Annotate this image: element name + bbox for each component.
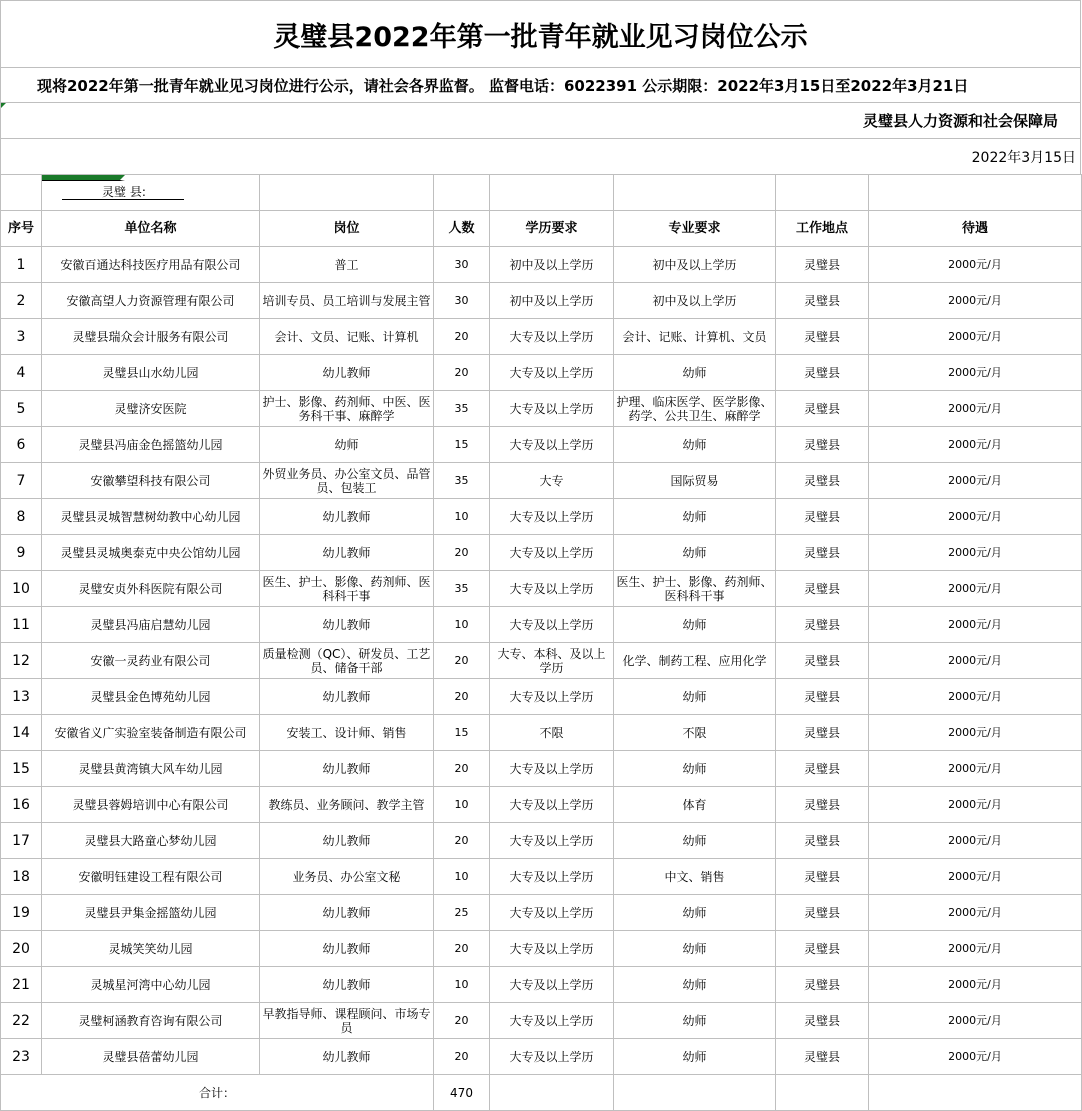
major-requirement: 幼师: [614, 895, 776, 931]
headcount: 25: [434, 895, 490, 931]
column-header: 序号: [1, 211, 42, 247]
headcount: 20: [434, 751, 490, 787]
salary: 2000元/月: [869, 931, 1082, 967]
education-requirement: 不限: [490, 715, 614, 751]
position: 普工: [260, 247, 434, 283]
row-number: 12: [1, 643, 42, 679]
salary: 2000元/月: [869, 787, 1082, 823]
table-row: [1, 931, 1082, 967]
notice-text: 现将2022年第一批青年就业见习岗位进行公示，请社会各界监督。 监督电话：6022391 公示期限：2022年3月15日至2022年3月21日: [0, 67, 1081, 102]
position: 会计、文员、记账、计算机: [260, 319, 434, 355]
work-location: 灵璧县: [776, 535, 869, 571]
company-name: 安徽一灵药业有限公司: [42, 643, 260, 679]
organization-name: [0, 102, 1081, 138]
row-number: 18: [1, 859, 42, 895]
table-row: [1, 643, 1082, 679]
row-number: 1: [1, 247, 42, 283]
position: 幼儿教师: [260, 607, 434, 643]
education-requirement: 大专及以上学历: [490, 319, 614, 355]
row-number: 6: [1, 427, 42, 463]
position: 幼儿教师: [260, 535, 434, 571]
work-location: 灵璧县: [776, 859, 869, 895]
row-number: 13: [1, 679, 42, 715]
headcount: 20: [434, 319, 490, 355]
major-requirement: 会计、记账、计算机、文员: [614, 319, 776, 355]
salary: 2000元/月: [869, 1039, 1082, 1075]
company-name: 灵璧县灵城智慧树幼教中心幼儿园: [42, 499, 260, 535]
company-name: 灵璧柯涵教育咨询有限公司: [42, 1003, 260, 1039]
row-number: 19: [1, 895, 42, 931]
table-row: [1, 787, 1082, 823]
positions-table: [0, 174, 1082, 1111]
table-row: [1, 1039, 1082, 1075]
headcount: 10: [434, 787, 490, 823]
salary: 2000元/月: [869, 607, 1082, 643]
major-requirement: 幼师: [614, 967, 776, 1003]
education-requirement: 大专及以上学历: [490, 859, 614, 895]
cell-marker-icon: [42, 175, 125, 181]
position: 培训专员、员工培训与发展主管: [260, 283, 434, 319]
major-requirement: 初中及以上学历: [614, 247, 776, 283]
publish-date: 2022年3月15日: [0, 138, 1081, 174]
position: 幼儿教师: [260, 499, 434, 535]
column-header: 待遇: [869, 211, 1082, 247]
education-requirement: 大专及以上学历: [490, 751, 614, 787]
salary: 2000元/月: [869, 535, 1082, 571]
headcount: 30: [434, 247, 490, 283]
headcount: 20: [434, 931, 490, 967]
row-number: 8: [1, 499, 42, 535]
work-location: 灵璧县: [776, 391, 869, 427]
table-row: [1, 967, 1082, 1003]
salary: 2000元/月: [869, 643, 1082, 679]
table-row: [1, 823, 1082, 859]
position: 幼儿教师: [260, 931, 434, 967]
company-name: 安徽攀望科技有限公司: [42, 463, 260, 499]
row-number: 3: [1, 319, 42, 355]
salary: 2000元/月: [869, 499, 1082, 535]
company-name: 灵璧县大路童心梦幼儿园: [42, 823, 260, 859]
work-location: 灵璧县: [776, 607, 869, 643]
major-requirement: 幼师: [614, 427, 776, 463]
work-location: 灵璧县: [776, 499, 869, 535]
work-location: 灵璧县: [776, 787, 869, 823]
work-location: 灵璧县: [776, 679, 869, 715]
headcount: 35: [434, 571, 490, 607]
major-requirement: 护理、临床医学、医学影像、药学、公共卫生、麻醉学: [614, 391, 776, 427]
salary: 2000元/月: [869, 463, 1082, 499]
headcount: 35: [434, 463, 490, 499]
position: 外贸业务员、办公室文员、品管员、包装工: [260, 463, 434, 499]
major-requirement: 医生、护士、影像、药剂师、医科科干事: [614, 571, 776, 607]
total-row: [1, 1075, 1082, 1111]
row-number: 23: [1, 1039, 42, 1075]
position: 护士、影像、药剂师、中医、医务科干事、麻醉学: [260, 391, 434, 427]
education-requirement: 大专、本科、及以上学历: [490, 643, 614, 679]
county-label: 灵璧 县:: [62, 185, 184, 200]
page-title: 灵璧县2022年第一批青年就业见习岗位公示: [0, 0, 1081, 67]
table-row: [1, 1003, 1082, 1039]
salary: 2000元/月: [869, 823, 1082, 859]
company-name: 灵璧县蓉姆培训中心有限公司: [42, 787, 260, 823]
company-name: 灵城笑笑幼儿园: [42, 931, 260, 967]
education-requirement: 大专及以上学历: [490, 967, 614, 1003]
column-header: 岗位: [260, 211, 434, 247]
headcount: 20: [434, 355, 490, 391]
work-location: 灵璧县: [776, 1039, 869, 1075]
headcount: 10: [434, 499, 490, 535]
table-row: [1, 535, 1082, 571]
work-location: 灵璧县: [776, 1003, 869, 1039]
headcount: 30: [434, 283, 490, 319]
headcount: 20: [434, 823, 490, 859]
headcount: 15: [434, 427, 490, 463]
position: 业务员、办公室文秘: [260, 859, 434, 895]
table-row: [1, 715, 1082, 751]
headcount: 10: [434, 859, 490, 895]
company-name: 灵璧县山水幼儿园: [42, 355, 260, 391]
company-name: 灵璧县黄湾镇大风车幼儿园: [42, 751, 260, 787]
education-requirement: 大专及以上学历: [490, 931, 614, 967]
education-requirement: 初中及以上学历: [490, 247, 614, 283]
major-requirement: 幼师: [614, 751, 776, 787]
header-row: [1, 211, 1082, 247]
row-number: 15: [1, 751, 42, 787]
company-name: 灵璧县冯庙启慧幼儿园: [42, 607, 260, 643]
major-requirement: 幼师: [614, 679, 776, 715]
company-name: 灵城星河湾中心幼儿园: [42, 967, 260, 1003]
position: 幼儿教师: [260, 895, 434, 931]
work-location: 灵璧县: [776, 463, 869, 499]
major-requirement: 幼师: [614, 499, 776, 535]
position: 医生、护士、影像、药剂师、医科科干事: [260, 571, 434, 607]
company-name: 安徽省义广实验室装备制造有限公司: [42, 715, 260, 751]
education-requirement: 大专及以上学历: [490, 535, 614, 571]
major-requirement: 幼师: [614, 823, 776, 859]
position: 幼儿教师: [260, 967, 434, 1003]
company-name: 灵璧县冯庙金色摇篮幼儿园: [42, 427, 260, 463]
headcount: 20: [434, 1039, 490, 1075]
headcount: 10: [434, 967, 490, 1003]
row-number: 9: [1, 535, 42, 571]
table-row: [1, 607, 1082, 643]
education-requirement: 大专及以上学历: [490, 679, 614, 715]
position: 幼儿教师: [260, 751, 434, 787]
major-requirement: 幼师: [614, 355, 776, 391]
company-name: 灵璧县瑞众会计服务有限公司: [42, 319, 260, 355]
table-row: [1, 895, 1082, 931]
company-name: 灵璧县尹集金摇篮幼儿园: [42, 895, 260, 931]
company-name: 灵璧安贞外科医院有限公司: [42, 571, 260, 607]
column-header: 学历要求: [490, 211, 614, 247]
row-number: 11: [1, 607, 42, 643]
total-value: 470: [434, 1075, 490, 1111]
education-requirement: 大专及以上学历: [490, 895, 614, 931]
table-row: [1, 463, 1082, 499]
table-row: [1, 859, 1082, 895]
position: 幼儿教师: [260, 823, 434, 859]
position: 幼儿教师: [260, 679, 434, 715]
position: 幼师: [260, 427, 434, 463]
company-name: 安徽高望人力资源管理有限公司: [42, 283, 260, 319]
salary: 2000元/月: [869, 247, 1082, 283]
position: 教练员、业务顾问、教学主管: [260, 787, 434, 823]
county-label-cell: [42, 175, 260, 211]
work-location: 灵璧县: [776, 355, 869, 391]
education-requirement: 大专及以上学历: [490, 571, 614, 607]
row-number: 14: [1, 715, 42, 751]
salary: 2000元/月: [869, 715, 1082, 751]
table-row: [1, 355, 1082, 391]
table-row: [1, 499, 1082, 535]
education-requirement: 大专及以上学历: [490, 355, 614, 391]
work-location: 灵璧县: [776, 751, 869, 787]
row-number: 22: [1, 1003, 42, 1039]
table-row: [1, 391, 1082, 427]
major-requirement: 幼师: [614, 607, 776, 643]
major-requirement: 幼师: [614, 535, 776, 571]
company-name: 灵璧济安医院: [42, 391, 260, 427]
position: 早教指导师、课程顾问、市场专员: [260, 1003, 434, 1039]
column-header: 单位名称: [42, 211, 260, 247]
education-requirement: 大专及以上学历: [490, 823, 614, 859]
salary: 2000元/月: [869, 751, 1082, 787]
position: 幼儿教师: [260, 355, 434, 391]
education-requirement: 大专及以上学历: [490, 1003, 614, 1039]
work-location: 灵璧县: [776, 319, 869, 355]
work-location: 灵璧县: [776, 895, 869, 931]
table-row: [1, 283, 1082, 319]
headcount: 20: [434, 1003, 490, 1039]
headcount: 20: [434, 679, 490, 715]
education-requirement: 大专及以上学历: [490, 499, 614, 535]
headcount: 35: [434, 391, 490, 427]
row-number: 2: [1, 283, 42, 319]
position: 幼儿教师: [260, 1039, 434, 1075]
table-row: [1, 247, 1082, 283]
county-row: [1, 175, 1082, 211]
salary: 2000元/月: [869, 355, 1082, 391]
major-requirement: 体育: [614, 787, 776, 823]
work-location: 灵璧县: [776, 823, 869, 859]
table-row: [1, 427, 1082, 463]
row-number: 5: [1, 391, 42, 427]
education-requirement: 大专及以上学历: [490, 391, 614, 427]
table-row: [1, 679, 1082, 715]
position: 质量检测（QC）、研发员、工艺员、储备干部: [260, 643, 434, 679]
work-location: 灵璧县: [776, 571, 869, 607]
row-number: 10: [1, 571, 42, 607]
salary: 2000元/月: [869, 859, 1082, 895]
major-requirement: 初中及以上学历: [614, 283, 776, 319]
education-requirement: 大专: [490, 463, 614, 499]
table-row: [1, 319, 1082, 355]
position: 安装工、设计师、销售: [260, 715, 434, 751]
salary: 2000元/月: [869, 1003, 1082, 1039]
salary: 2000元/月: [869, 571, 1082, 607]
major-requirement: 国际贸易: [614, 463, 776, 499]
salary: 2000元/月: [869, 679, 1082, 715]
major-requirement: 幼师: [614, 1003, 776, 1039]
education-requirement: 大专及以上学历: [490, 607, 614, 643]
column-header: 专业要求: [614, 211, 776, 247]
work-location: 灵璧县: [776, 967, 869, 1003]
major-requirement: 不限: [614, 715, 776, 751]
column-header: 工作地点: [776, 211, 869, 247]
row-number: 20: [1, 931, 42, 967]
major-requirement: 幼师: [614, 931, 776, 967]
salary: 2000元/月: [869, 391, 1082, 427]
major-requirement: 中文、销售: [614, 859, 776, 895]
cell-marker-icon: [1, 103, 6, 108]
education-requirement: 大专及以上学历: [490, 787, 614, 823]
company-name: 灵璧县金色博苑幼儿园: [42, 679, 260, 715]
row-number: 17: [1, 823, 42, 859]
major-requirement: 化学、制药工程、应用化学: [614, 643, 776, 679]
salary: 2000元/月: [869, 283, 1082, 319]
work-location: 灵璧县: [776, 643, 869, 679]
column-header: 人数: [434, 211, 490, 247]
total-label: 合计：: [1, 1075, 434, 1111]
salary: 2000元/月: [869, 319, 1082, 355]
row-number: 21: [1, 967, 42, 1003]
salary: 2000元/月: [869, 895, 1082, 931]
headcount: 20: [434, 535, 490, 571]
company-name: 灵璧县灵城奥泰克中央公馆幼儿园: [42, 535, 260, 571]
work-location: 灵璧县: [776, 931, 869, 967]
row-number: 7: [1, 463, 42, 499]
work-location: 灵璧县: [776, 283, 869, 319]
salary: 2000元/月: [869, 427, 1082, 463]
row-number: 16: [1, 787, 42, 823]
organization-label: 灵璧县人力资源和社会保障局: [862, 112, 1058, 130]
major-requirement: 幼师: [614, 1039, 776, 1075]
headcount: 10: [434, 607, 490, 643]
headcount: 15: [434, 715, 490, 751]
education-requirement: 大专及以上学历: [490, 427, 614, 463]
education-requirement: 大专及以上学历: [490, 1039, 614, 1075]
work-location: 灵璧县: [776, 715, 869, 751]
table-row: [1, 571, 1082, 607]
headcount: 20: [434, 643, 490, 679]
education-requirement: 初中及以上学历: [490, 283, 614, 319]
work-location: 灵璧县: [776, 247, 869, 283]
salary: 2000元/月: [869, 967, 1082, 1003]
work-location: 灵璧县: [776, 427, 869, 463]
row-number: 4: [1, 355, 42, 391]
company-name: 灵璧县蓓蕾幼儿园: [42, 1039, 260, 1075]
table-row: [1, 751, 1082, 787]
company-name: 安徽百通达科技医疗用品有限公司: [42, 247, 260, 283]
company-name: 安徽明钰建设工程有限公司: [42, 859, 260, 895]
